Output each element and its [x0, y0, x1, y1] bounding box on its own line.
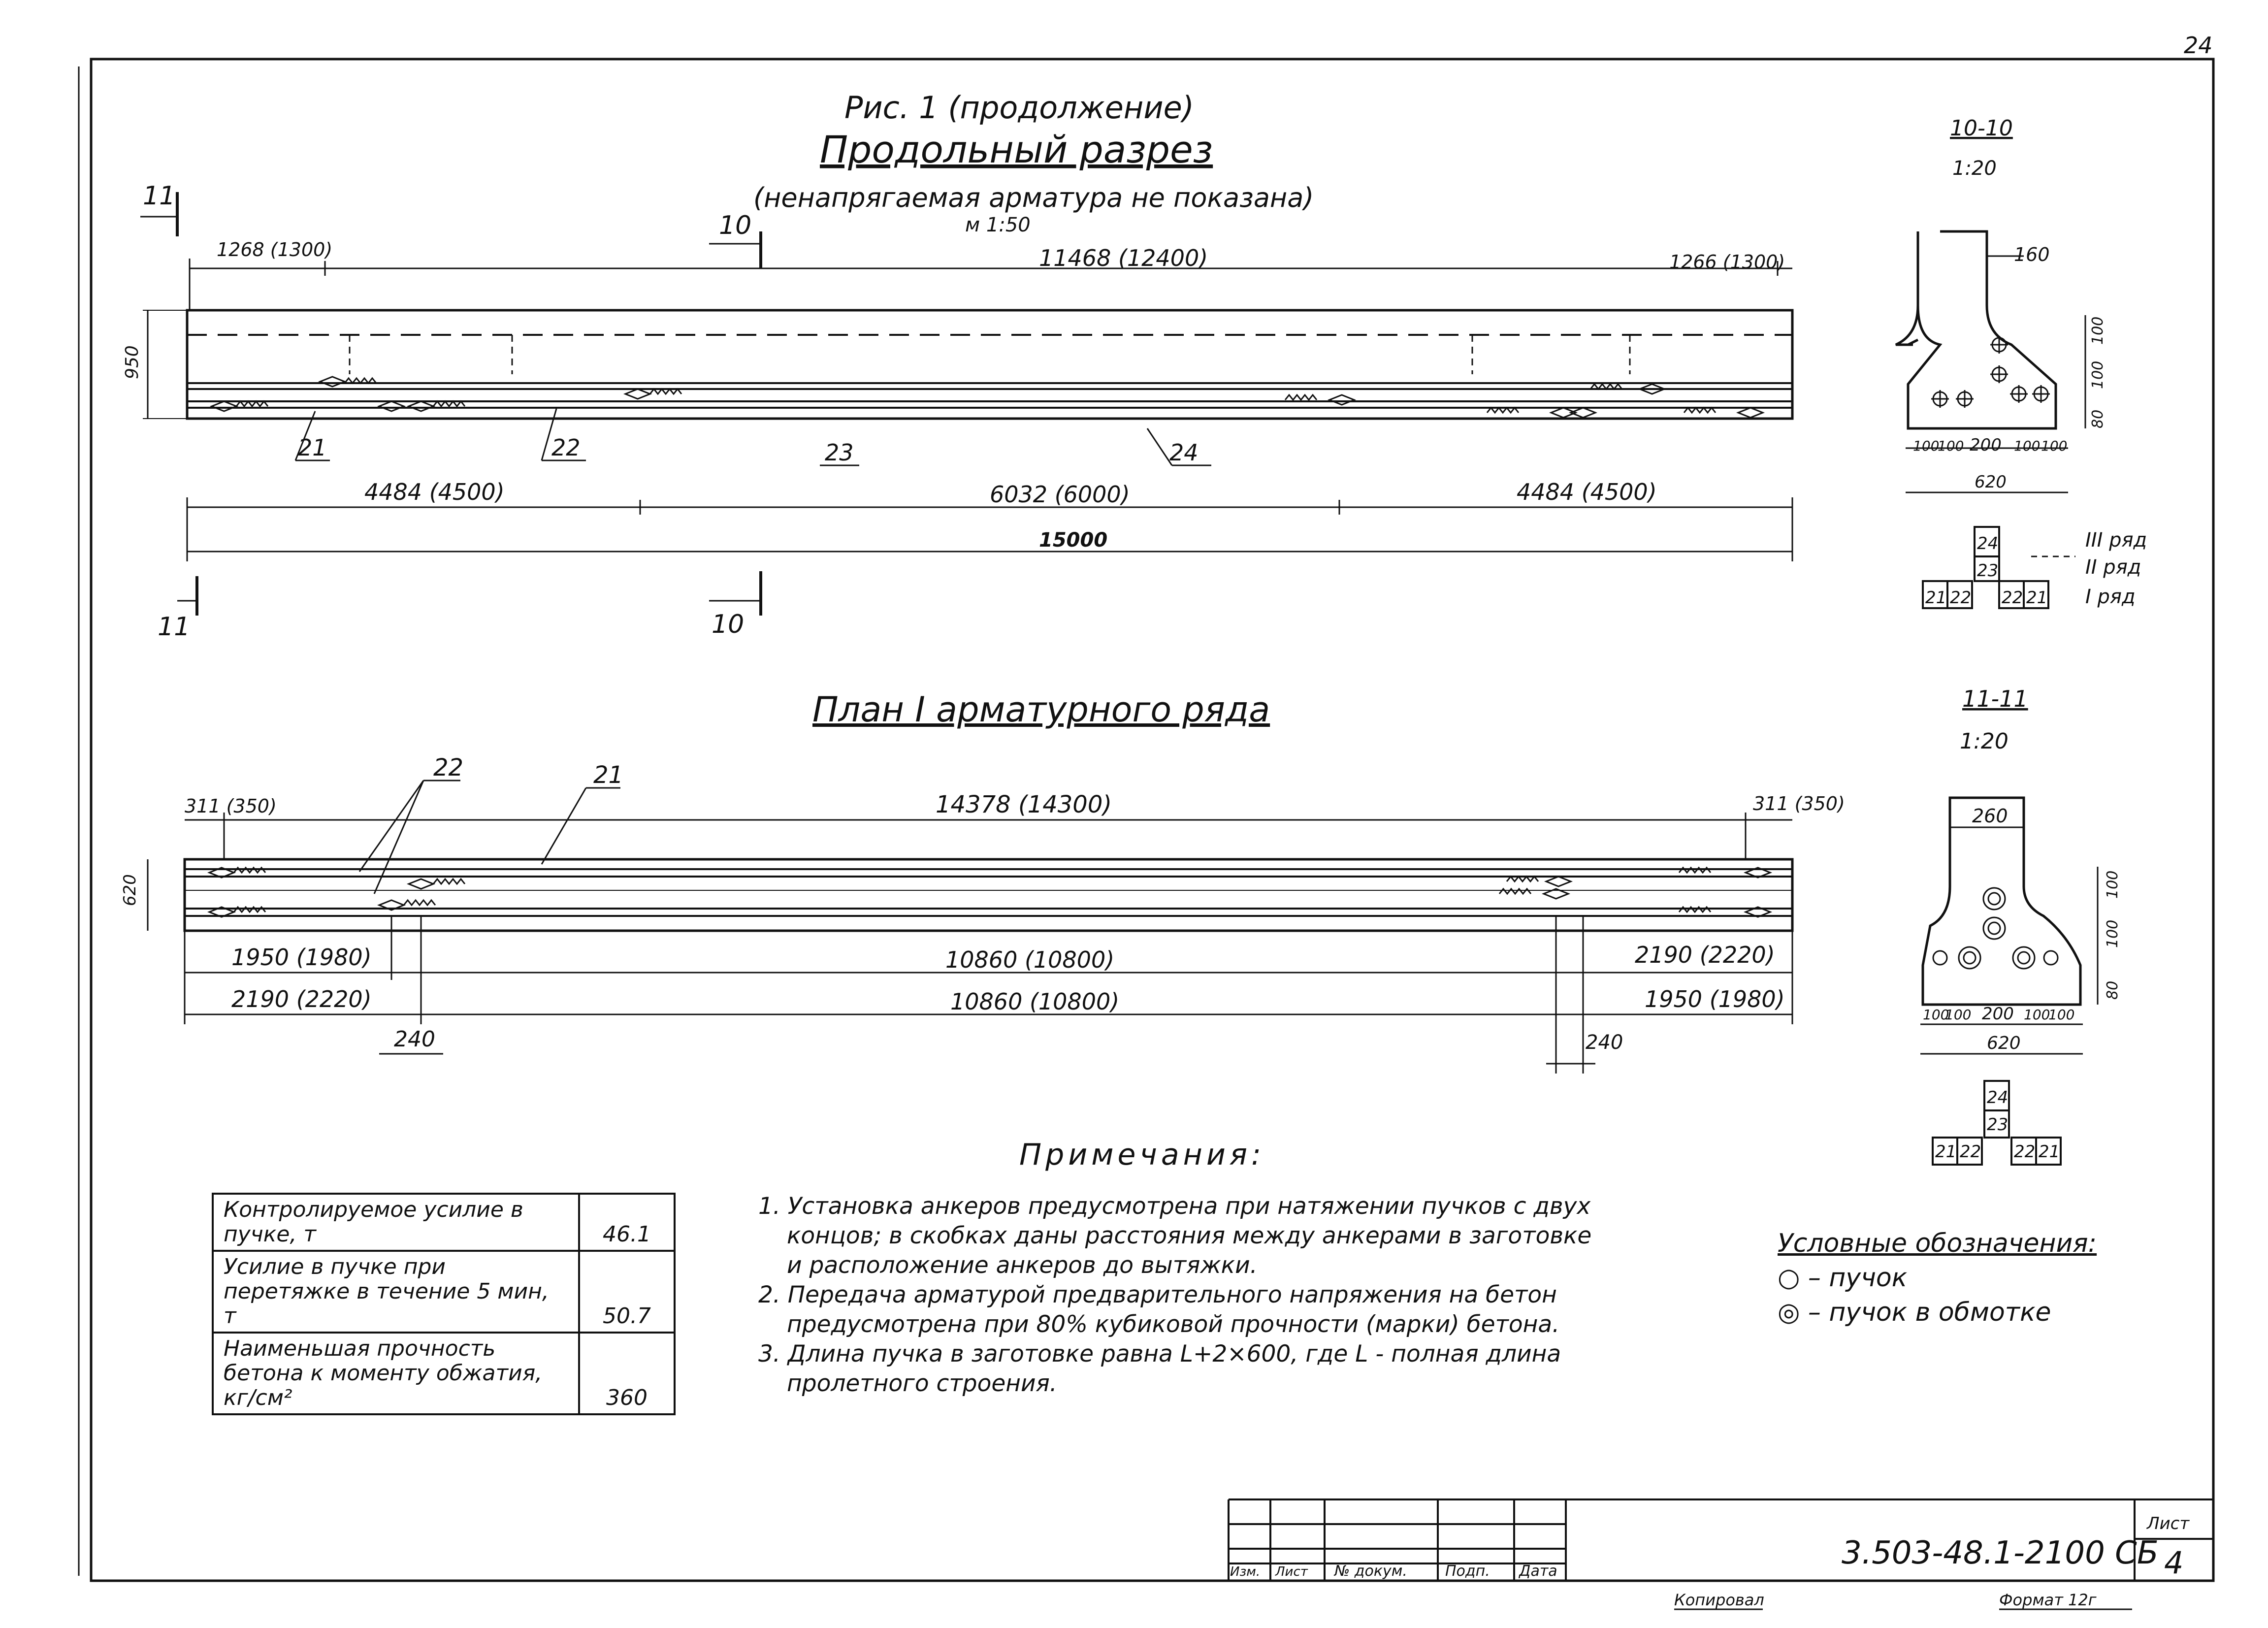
legend-item-wrapped-bundle: ◎ – пучок в обмотке: [1778, 1298, 2051, 1327]
plan-dim-240-b: 240: [1586, 1031, 1623, 1054]
section-11-title: 11-11: [1962, 685, 2028, 712]
section-10-dim-right-2: 100: [2089, 360, 2106, 389]
tb-header-doc: № докум.: [1334, 1563, 1407, 1580]
label-24: 24: [1169, 439, 1199, 466]
section-10-row1-b: 22: [1950, 588, 1972, 608]
section-11-dim-bottom-5: 100: [2048, 1007, 2075, 1023]
plan-r1-left: 1950 (1980): [231, 944, 372, 971]
cross-section-11-11: [1920, 685, 2121, 1165]
section-11-overall: 620: [1987, 1033, 2021, 1053]
section-11-row1-b: 22: [1960, 1142, 1981, 1162]
table-row: [213, 1194, 675, 1251]
section-11-scale: 1:20: [1960, 729, 2009, 754]
dim2-right: 4484 (4500): [1517, 479, 1657, 505]
plan-r1-right: 2190 (2220): [1635, 942, 1775, 968]
section-10-dim-bottom-1: 100: [1913, 438, 1940, 454]
param-label: Усилие в пучке при перетяжке в течение 5 мин, т: [213, 1251, 579, 1333]
plan-width: 620: [120, 874, 140, 906]
section-11-outline: [1923, 798, 2080, 1005]
page-number: 24: [2184, 32, 2213, 59]
cut-mark-10-top: 10: [719, 211, 752, 240]
section-10-top-width: 160: [2014, 244, 2050, 265]
row-label-i: I ряд: [2085, 586, 2136, 608]
row-label-ii: II ряд: [2085, 556, 2141, 579]
legend-item-bundle: ○ – пучок: [1778, 1263, 1908, 1293]
note-item: 2. Передача арматурой предварительного напряжения на бетон предусмотрена при 80% кубиковой прочности (марки) бетона.: [758, 1281, 1564, 1338]
dim-total: 15000: [1039, 529, 1108, 552]
plan-r2-left: 2190 (2220): [231, 986, 372, 1012]
section-11-row1-c: 22: [2014, 1142, 2036, 1162]
section-10-row2: 23: [1977, 561, 1999, 581]
section-10-dim-bottom-5: 100: [2041, 438, 2068, 454]
section-10-scale: 1:20: [1952, 157, 1997, 180]
plan-title: План I арматурного ряда: [812, 689, 1270, 730]
legend-title: Условные обозначения:: [1778, 1229, 2097, 1258]
section-10-row3: 24: [1977, 534, 1999, 554]
param-label: Контролируемое усилие в пучке, т: [213, 1194, 579, 1251]
notes-list: [758, 1192, 1599, 1399]
cross-section-10-10: [1896, 116, 2147, 608]
section-11-dim-right-2: 100: [2104, 919, 2121, 948]
dim2-left: 4484 (4500): [364, 479, 505, 505]
notes-title: Примечания:: [1019, 1138, 1265, 1172]
plan-dim-right: 311 (350): [1753, 793, 1845, 814]
param-label: Наименьшая прочность бетона к моменту обжатия, кг/см²: [213, 1333, 579, 1414]
section-11-dim-bottom-1: 100: [1923, 1007, 1949, 1023]
longitudinal-section: [122, 181, 1792, 642]
section-10-row1-a: 21: [1925, 588, 1947, 608]
tb-header-list: Лист: [1275, 1564, 1308, 1579]
copied-by: Копировал: [1674, 1591, 1764, 1609]
sheet-label: Лист: [2147, 1514, 2190, 1533]
plan-r2-right: 1950 (1980): [1645, 986, 1785, 1012]
section-11-row1-d: 21: [2039, 1142, 2060, 1162]
section-title: Продольный разрез: [820, 128, 1213, 171]
section-scale: м 1:50: [965, 214, 1031, 236]
section-11-row2: 23: [1987, 1115, 2009, 1135]
note-item: 3. Длина пучка в заготовке равна L+2×600, где L - полная длина пролетного строения.: [758, 1340, 1569, 1397]
section-11-row1-a: 21: [1935, 1142, 1957, 1162]
dim-top-right: 1266 (1300): [1669, 251, 1785, 273]
dim-top-mid: 11468 (12400): [1039, 245, 1208, 271]
section-11-dim-right-1: 100: [2104, 870, 2121, 899]
plan-r2-mid: 10860 (10800): [950, 988, 1120, 1015]
section-10-dim-right-3: 80: [2089, 409, 2106, 428]
dim-top-left: 1268 (1300): [217, 239, 333, 260]
table-row: [213, 1251, 675, 1333]
section-10-dim-right-1: 100: [2089, 316, 2106, 345]
section-10-dim-bottom-2: 100: [1938, 438, 1964, 454]
figure-caption: Рис. 1 (продолжение): [844, 90, 1194, 126]
section-10-row1-d: 21: [2026, 588, 2048, 608]
dim2-mid: 6032 (6000): [990, 481, 1130, 508]
tb-header-date: Дата: [1519, 1563, 1557, 1580]
parameters-table: [212, 1193, 676, 1415]
section-11-dim-bottom-3: 200: [1982, 1004, 2014, 1024]
sheet-number: 4: [2164, 1545, 2184, 1581]
section-10-dim-bottom-3: 200: [1970, 435, 2002, 455]
legend: [1778, 1226, 2097, 1330]
section-11-top-width: 260: [1972, 805, 2008, 827]
label-23: 23: [825, 439, 854, 466]
plan-dim-mid: 14378 (14300): [936, 791, 1112, 818]
label-22: 22: [551, 434, 581, 461]
row-label-iii: III ряд: [2085, 529, 2147, 552]
section-11-row3: 24: [1987, 1088, 2009, 1107]
section-11-dim-bottom-4: 100: [2024, 1007, 2050, 1023]
section-11-dim-right-3: 80: [2104, 980, 2121, 1000]
cut-mark-10-bottom: 10: [712, 610, 745, 639]
section-10-dim-bottom-4: 100: [2014, 438, 2041, 454]
tb-header-izm: Изм.: [1230, 1564, 1261, 1579]
param-value: 50.7: [579, 1251, 675, 1333]
plan-dim-240-a: 240: [394, 1027, 435, 1052]
section-11-dim-bottom-2: 100: [1945, 1007, 1972, 1023]
cut-mark-11-top: 11: [143, 181, 176, 211]
plan-view: [120, 689, 1845, 1074]
param-value: 46.1: [579, 1194, 675, 1251]
param-value: 360: [579, 1333, 675, 1414]
beam-height: 950: [122, 345, 142, 379]
table-row: [213, 1333, 675, 1414]
drawing-code: 3.503-48.1-2100 СБ: [1842, 1535, 2159, 1571]
section-10-row1-c: 22: [2002, 588, 2023, 608]
format-label: Формат 12г: [1999, 1591, 2097, 1609]
plan-label-21: 21: [593, 761, 624, 789]
plan-dim-left: 311 (350): [185, 795, 277, 817]
section-10-title: 10-10: [1950, 116, 2013, 141]
plan-r1-mid: 10860 (10800): [945, 946, 1115, 973]
label-21: 21: [298, 434, 327, 461]
section-10-overall: 620: [1975, 472, 2007, 492]
tb-header-sign: Подп.: [1445, 1563, 1490, 1580]
section-note: (ненапрягаемая арматура не показана): [753, 182, 1314, 213]
plan-label-22: 22: [433, 754, 464, 781]
note-item: 1. Установка анкеров предусмотрена при натяжении пучков с двух концов; в скобках даны расстояния между анкерами в заготовке и расположение анкеров до вытяжки.: [758, 1193, 1599, 1279]
cut-mark-11-bottom: 11: [158, 612, 191, 642]
